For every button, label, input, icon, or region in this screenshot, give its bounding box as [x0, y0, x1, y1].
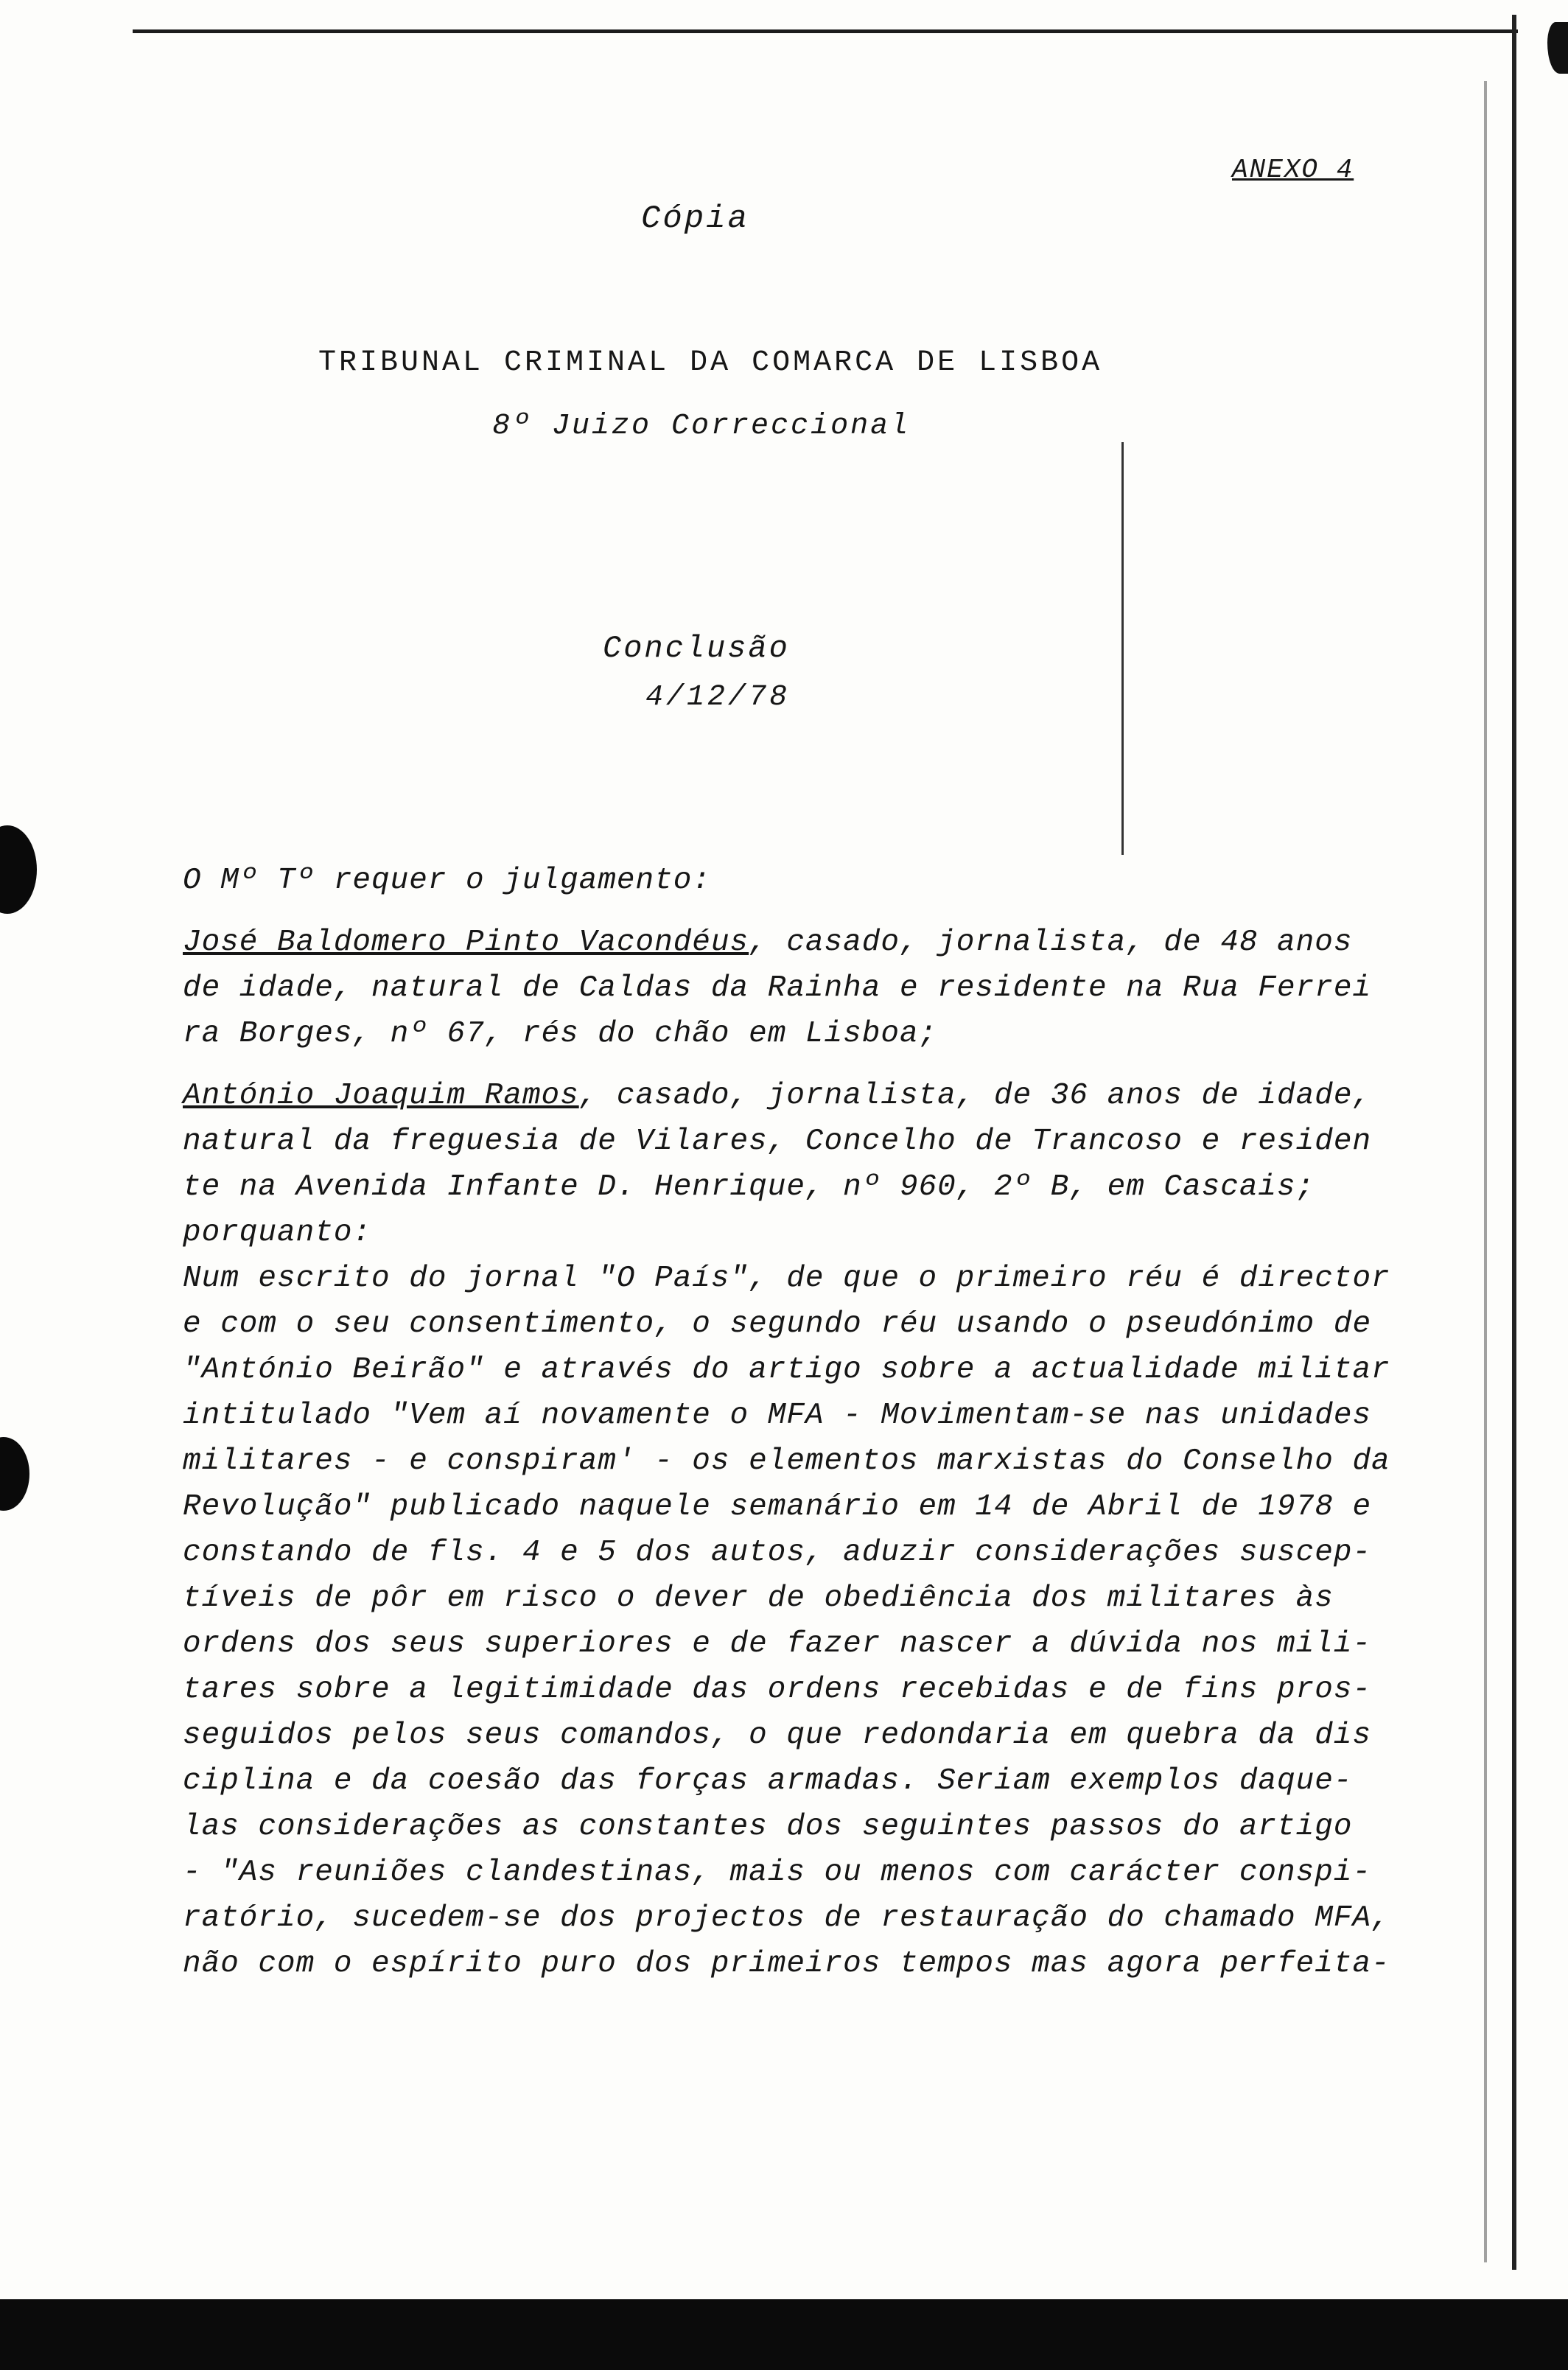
scan-bottom-band: [0, 2299, 1568, 2370]
paragraph-line: tares sobre a legitimidade das ordens recebidas e de fins pros-: [183, 1673, 1372, 1707]
paragraph-line: constando de fls. 4 e 5 dos autos, aduzir considerações suscep-: [183, 1536, 1372, 1570]
paragraph-line: não com o espírito puro dos primeiros tempos mas agora perfeita-: [183, 1947, 1390, 1981]
defendant-2-name: António Joaquim Ramos: [183, 1079, 579, 1113]
scan-border-right: [1512, 15, 1516, 2270]
paragraph-line: Num escrito do jornal "O País", de que o primeiro réu é director: [183, 1262, 1390, 1296]
court-name: TRIBUNAL CRIMINAL DA COMARCA DE LISBOA: [318, 346, 1103, 380]
paragraph-line: seguidos pelos seus comandos, o que redondaria em quebra da dis: [183, 1719, 1372, 1752]
scan-border-inner: [1484, 81, 1487, 2262]
copy-label: Cópia: [641, 200, 750, 237]
paragraph-line: ratório, sucedem-se dos projectos de restauração do chamado MFA,: [183, 1901, 1390, 1935]
paragraph-line: intitulado "Vem aí novamente o MFA - Movimentam-se nas unidades: [183, 1399, 1372, 1433]
margin-line: [1121, 442, 1124, 855]
paragraph-line: Revolução" publicado naquele semanário em 14 de Abril de 1978 e: [183, 1490, 1372, 1524]
paragraph-line: militares - e conspiram' - os elementos marxistas do Conselho da: [183, 1444, 1390, 1478]
conclusion-label: Conclusão: [603, 631, 790, 666]
punch-hole-top: [0, 825, 37, 914]
document-body: [183, 858, 1406, 1987]
paragraph-line: ciplina e da coesão das forças armadas. Seriam exemplos daque-: [183, 1764, 1353, 1798]
defendant-2-line: natural da freguesia de Vilares, Concelho de Trancoso e residen: [183, 1125, 1372, 1158]
punch-hole-bottom: [0, 1437, 29, 1511]
whereas-line: porquanto:: [183, 1216, 372, 1250]
defendant-2-line: , casado, jornalista, de 36 anos de idade,: [578, 1079, 1372, 1113]
conclusion-date: 4/12/78: [645, 681, 791, 714]
defendant-2-line: te na Avenida Infante D. Henrique, nº 960, 2º B, em Cascais;: [183, 1170, 1315, 1204]
top-rule: [133, 29, 1518, 33]
paragraph-line: las considerações as constantes dos seguintes passos do artigo: [183, 1810, 1353, 1844]
defendant-1: [183, 920, 1406, 965]
paragraph-line: tíveis de pôr em risco o dever de obediência dos militares às: [183, 1581, 1334, 1615]
annex-label: ANEXO 4: [1232, 155, 1354, 185]
defendant-1-line: de idade, natural de Caldas da Rainha e residente na Rua Ferrei: [183, 971, 1372, 1005]
paragraph-line: ordens dos seus superiores e de fazer nascer a dúvida nos mili-: [183, 1627, 1372, 1661]
scan-corner-mark: [1547, 22, 1568, 74]
paragraph-line: - "As reuniões clandestinas, mais ou menos com carácter conspi-: [183, 1856, 1372, 1890]
defendant-1-line: , casado, jornalista, de 48 anos: [749, 926, 1353, 959]
intro-line: O Mº Tº requer o julgamento:: [183, 864, 711, 898]
court-chamber: 8º Juizo Correccional: [492, 410, 911, 443]
defendant-2: [183, 1073, 1406, 1119]
paragraph-line: "António Beirão" e através do artigo sobre a actualidade militar: [183, 1353, 1390, 1387]
paragraph-line: e com o seu consentimento, o segundo réu usando o pseudónimo de: [183, 1307, 1372, 1341]
defendant-1-name: José Baldomero Pinto Vacondéus: [183, 926, 749, 959]
defendant-1-line: ra Borges, nº 67, rés do chão em Lisboa;: [183, 1017, 938, 1051]
